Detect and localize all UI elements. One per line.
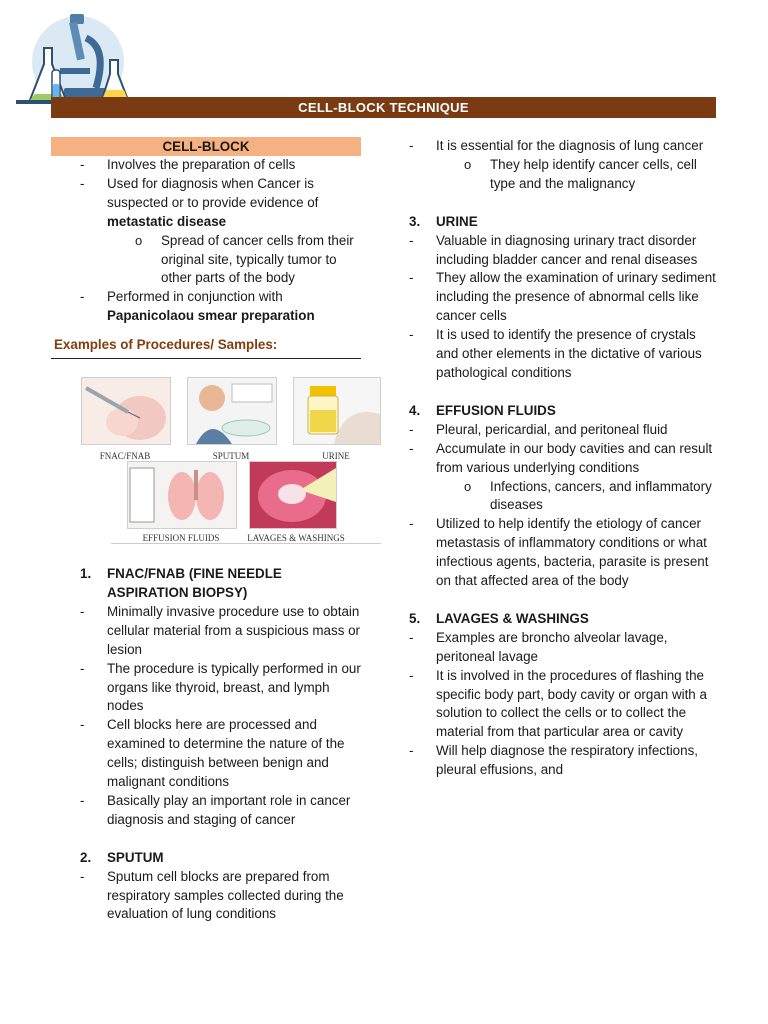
list-item <box>380 440 721 516</box>
effusion-list <box>380 421 721 591</box>
sub-list <box>436 156 721 194</box>
list-item: - Pleural, pericardial, and peritoneal fluid <box>380 421 721 440</box>
section-title: URINE <box>436 213 478 229</box>
list-item <box>51 156 361 175</box>
list-item-text: It is essential for the diagnosis of lung cancer <box>436 138 704 153</box>
fnac-list <box>51 603 361 830</box>
lab-equipment-logo <box>16 8 134 110</box>
section-number: 3. <box>409 213 421 229</box>
left-column <box>51 137 361 924</box>
sub-list-item-text: Spread of cancer cells from their original site, typically tumor to other parts of the body <box>161 232 354 286</box>
section-title: FNAC/FNAB (FINE NEEDLE ASPIRATION BIOPSY) <box>107 566 282 600</box>
urine-image <box>293 377 381 445</box>
lavage-image <box>249 461 337 529</box>
examples-heading: Examples of Procedures/ Samples: <box>51 334 361 359</box>
lavage-caption: LAVAGES & WASHINGS <box>247 533 345 544</box>
effusion-caption: EFFUSION FLUIDS <box>142 533 220 544</box>
effusion-heading <box>380 402 721 421</box>
lavages-heading <box>380 610 721 629</box>
list-item: - It is used to identify the presence of crystals and other elements in the dictative of various pathological conditions <box>380 326 721 383</box>
figure-divider <box>111 543 381 544</box>
cellblock-heading: CELL-BLOCK <box>51 137 361 156</box>
page-title-banner <box>51 97 716 118</box>
urine-caption: URINE <box>322 451 350 462</box>
list-item: - Sputum cell blocks are prepared from respiratory samples collected during the evaluation of lung conditions <box>51 868 361 925</box>
sputum-heading <box>51 849 361 868</box>
sub-list-item <box>107 232 361 289</box>
list-item: - They allow the examination of urinary sediment including the presence of abnormal cells like cancer cells <box>380 269 721 326</box>
section-number: 4. <box>409 402 421 418</box>
fnac-image <box>81 377 171 445</box>
cellblock-list <box>51 156 361 326</box>
list-item: - Valuable in diagnosing urinary tract disorder including bladder cancer and renal diseases <box>380 232 721 270</box>
section-number: 2. <box>80 849 92 865</box>
list-item: - Will help diagnose the respiratory infections, pleural effusions, and <box>380 742 721 780</box>
list-item <box>51 175 361 288</box>
section-title: SPUTUM <box>107 849 164 865</box>
sub-list-item: o Infections, cancers, and inflammatory diseases <box>436 478 721 516</box>
sputum-list <box>51 868 361 925</box>
list-item-text: Performed in conjunction with <box>107 289 283 305</box>
list-item: - Cell blocks here are processed and examined to determine the nature of the cells; distinguish between benign and malignant conditions <box>51 716 361 792</box>
list-item-bold-text: Papanicolaou smear preparation <box>107 308 315 324</box>
section-number: 1. <box>80 566 92 582</box>
sputum-caption: SPUTUM <box>212 451 250 462</box>
list-item: - The procedure is typically performed in our organs like thyroid, breast, and lymph nodes <box>51 660 361 717</box>
sample-collage <box>51 377 361 565</box>
fnac-heading <box>51 565 361 603</box>
sub-list-item: o They help identify cancer cells, cell type and the malignancy <box>436 156 721 194</box>
sputum-cont-list <box>380 137 721 194</box>
list-item: - Utilized to help identify the etiology of cancer metastasis of inflammatory conditions or what infectious agents, bacteria, parasite is present on that affected area of the body <box>380 515 721 591</box>
fnac-caption: FNAC/FNAB <box>99 451 151 462</box>
section-title: EFFUSION FLUIDS <box>436 402 556 418</box>
list-item-text: Used for diagnosis when Cancer is suspected or to provide evidence of <box>107 175 319 210</box>
list-item-bold-text: metastatic disease <box>107 213 227 229</box>
list-item <box>380 137 721 194</box>
urine-heading <box>380 213 721 232</box>
list-item: - It is involved in the procedures of flashing the specific body part, body cavity or organ with a solution to collect the cells or to collect the material from that particular area or cavity <box>380 667 721 743</box>
section-title: LAVAGES & WASHINGS <box>436 610 589 626</box>
list-item <box>51 288 361 326</box>
sub-list <box>436 478 721 516</box>
page-title: CELL-BLOCK TECHNIQUE <box>298 100 469 115</box>
section-number: 5. <box>409 610 421 626</box>
list-item: - Basically play an important role in cancer diagnosis and staging of cancer <box>51 792 361 830</box>
urine-list <box>380 232 721 383</box>
list-item: - Minimally invasive procedure use to obtain cellular material from a suspicious mass or lesion <box>51 603 361 660</box>
sub-list <box>107 232 361 289</box>
effusion-image <box>127 461 237 529</box>
lavages-list <box>380 629 721 780</box>
list-item-text: Accumulate in our body cavities and can result from various underlying conditions <box>436 440 713 475</box>
list-item: - Examples are broncho alveolar lavage, peritoneal lavage <box>380 629 721 667</box>
list-item-text: Involves the preparation of cells <box>107 157 296 172</box>
right-column <box>409 137 721 780</box>
sputum-image <box>187 377 277 445</box>
